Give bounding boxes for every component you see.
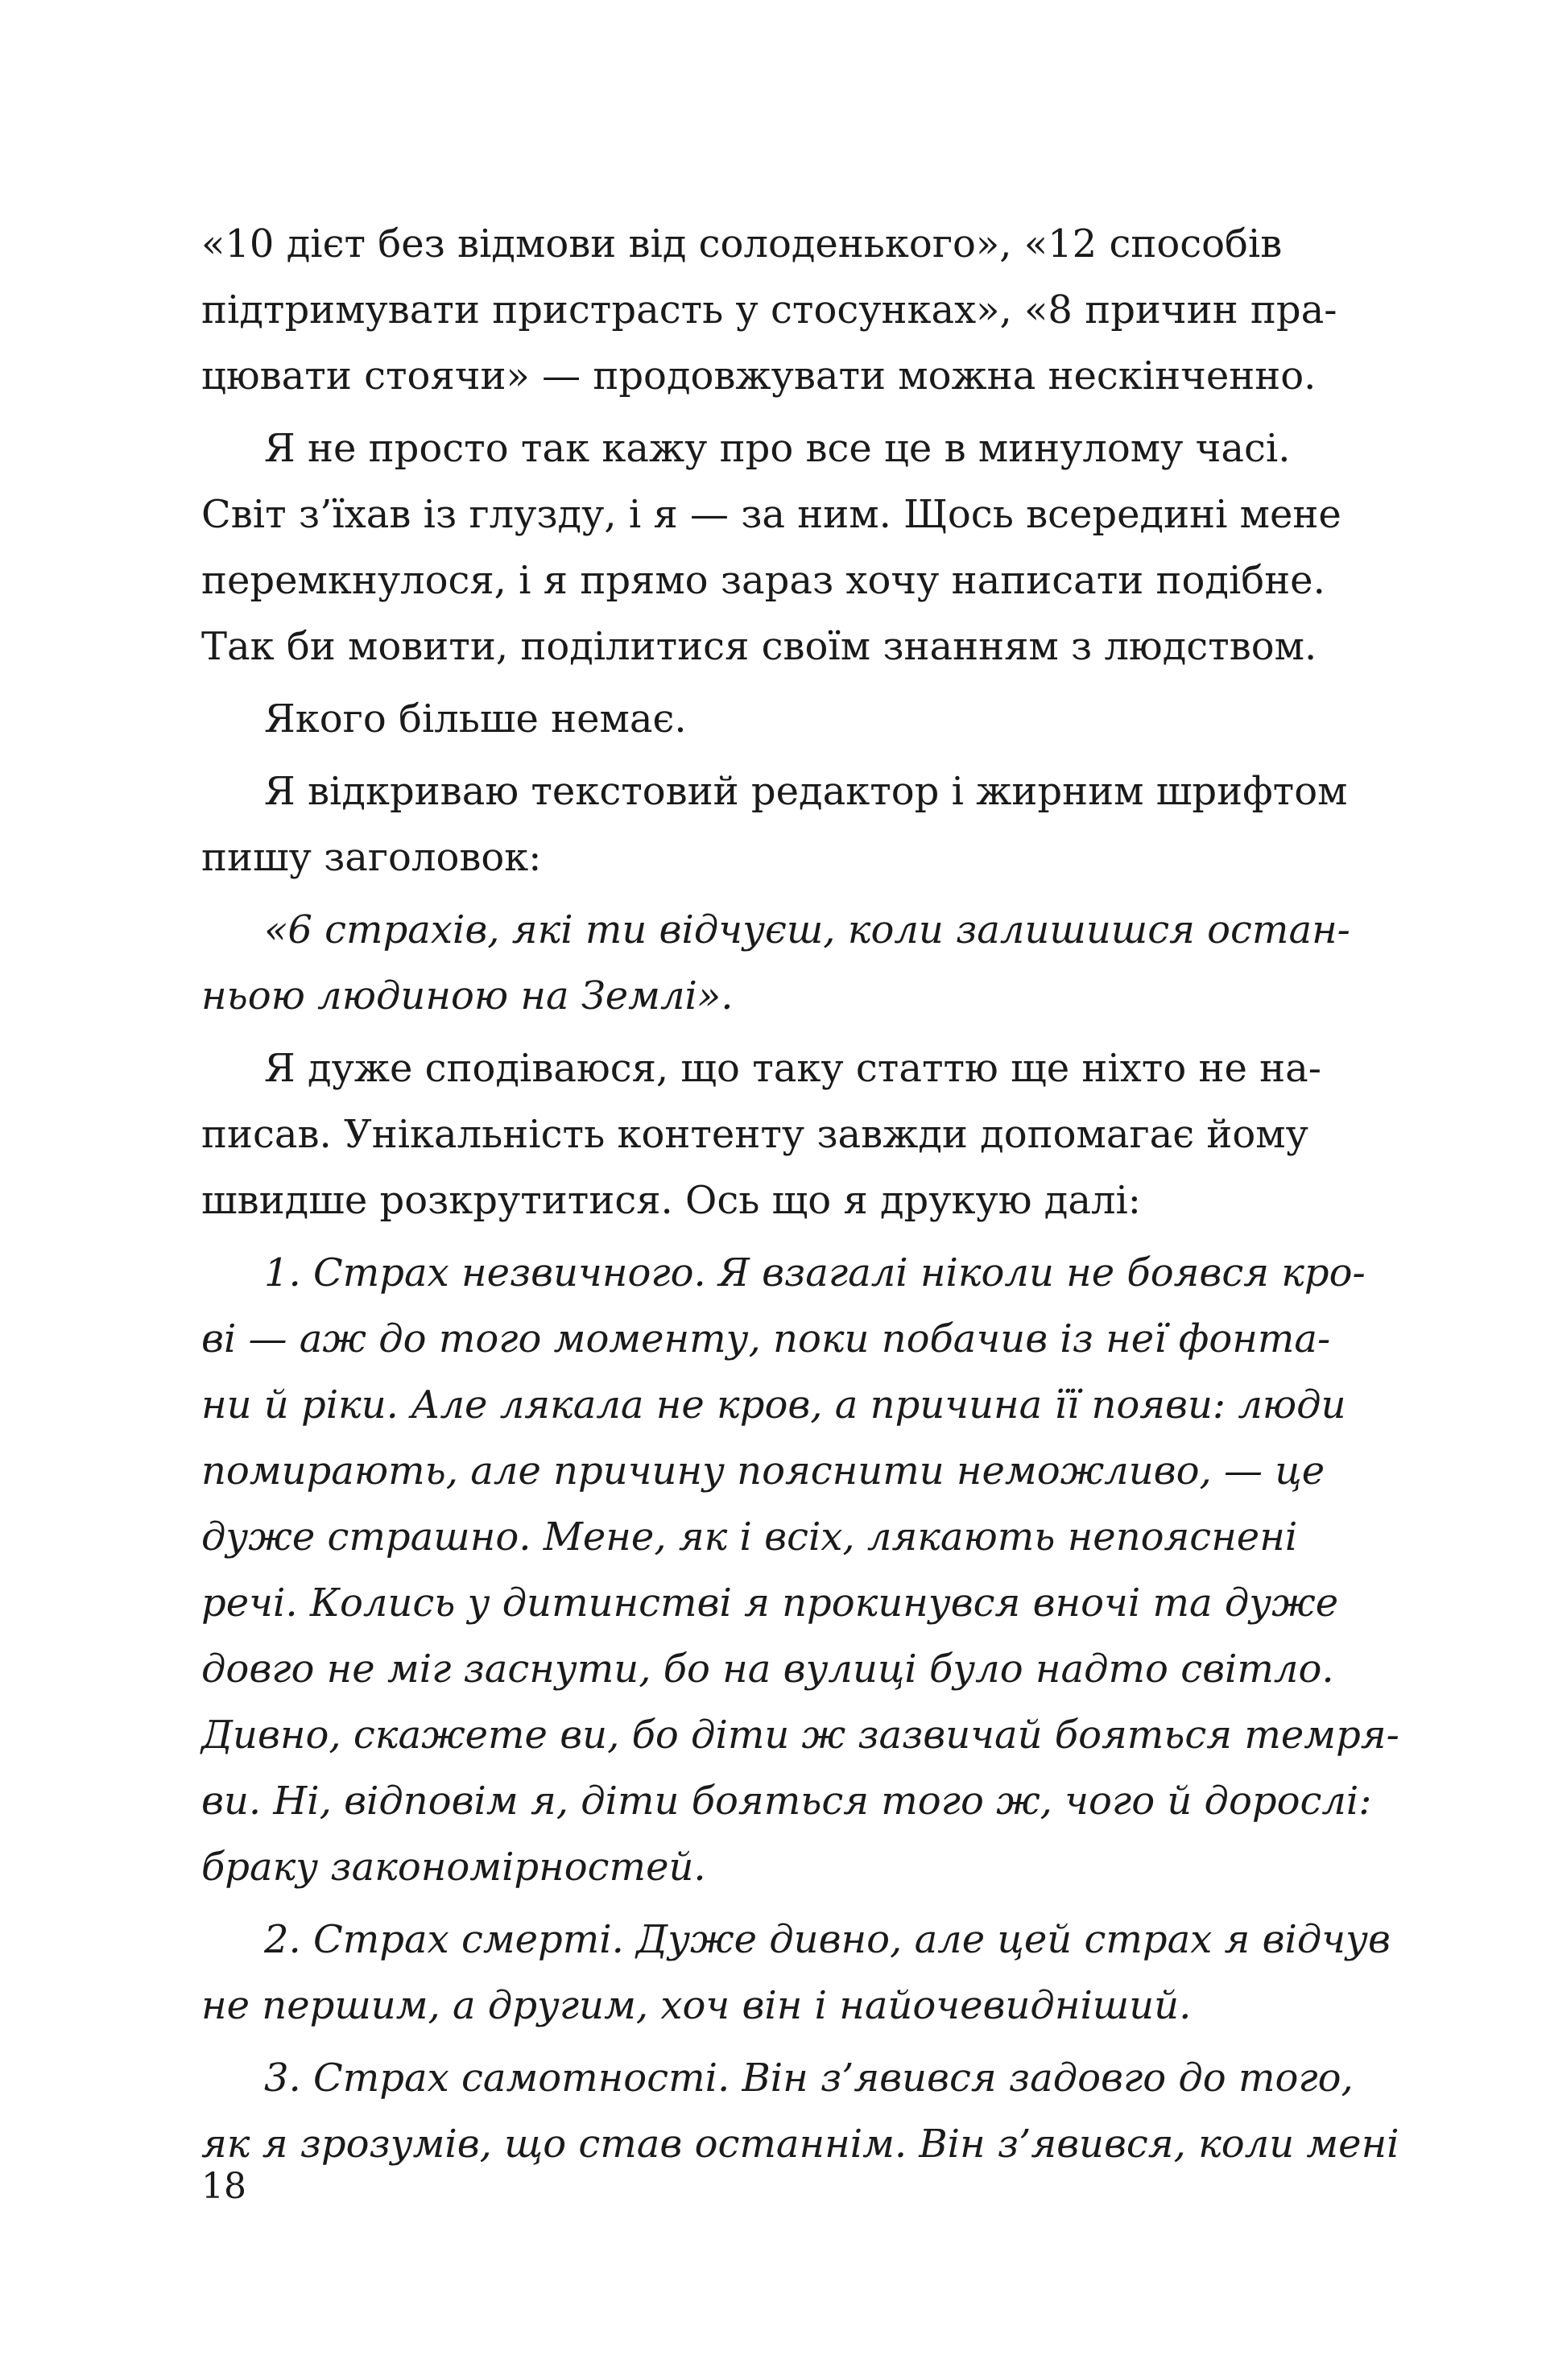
page-number: 18 [201,2166,246,2207]
text-line: 3. Страх самотності. Він з’явився задовго до того, [264,2056,1354,2101]
text-line: Світ з’їхав із глузду, і я — за ним. Щось всередині мене [201,492,1341,537]
text-line: ни й ріки. Але лякала не кров, а причина її появи: люди [201,1382,1346,1428]
paragraph [201,758,1353,890]
text-line: 2. Страх смерті. Дуже дивно, але цей страх я відчув [264,1917,1391,1962]
italic-paragraph [201,1907,1391,2039]
text-line: ви. Ні, відповім я, діти бояться того ж, чого й дорослі: [201,1779,1372,1824]
text-line: «6 страхів, які ти відчуєш, коли залишишся остан- [264,907,1350,952]
text-line: речі. Колись у дитинстві я прокинувся вночі та дуже [201,1580,1339,1626]
text-line: підтримувати пристрасть у стосунках», «8 причин пра- [201,287,1337,333]
italic-paragraph [201,1240,1399,1900]
text-line: помирають, але причину пояснити неможливо, — це [201,1448,1325,1494]
text-line: Дивно, скажете ви, бо діти ж зазвичай бояться темря- [201,1713,1399,1758]
text-line: Якого більше немає. [264,696,687,742]
text-line: 1. Страх незвичного. Я взагалі ніколи не боявся кро- [264,1250,1366,1295]
text-line: Я дуже сподіваюся, що таку статтю ще ніхто не на- [264,1046,1321,1091]
text-line: перемкнулося, і я прямо зараз хочу написати подібне. [201,558,1325,603]
paragraph [201,686,1353,752]
text-line: пишу заголовок: [201,835,542,880]
text-line: ві — аж до того моменту, поки побачив із неї фонта- [201,1316,1331,1361]
italic-paragraph [201,2045,1399,2177]
text-line: не першим, а другим, хоч він і найочевидніший. [201,1983,1192,2028]
text-line: ньою людиною на Землі». [201,973,734,1019]
text-line: довго не міг заснути, бо на вулиці було надто світло. [201,1647,1334,1692]
paragraph [201,415,1353,680]
text-line: дуже страшно. Мене, як і всіх, лякають непояснені [201,1514,1298,1560]
text-line: Я не просто так кажу про все це в минулому часі. [264,426,1291,471]
italic-paragraph [201,897,1353,1029]
text-line: цювати стоячи» — продовжувати можна нескінченно. [201,353,1317,399]
text-line: швидше розкрутитися. Ось що я друкую далі: [201,1178,1141,1223]
text-line: «10 дієт без відмови від солоденького», «12 способів [201,221,1283,267]
text-line: браку закономірностей. [201,1845,706,1890]
text-line: Я відкриваю текстовий редактор і жирним шрифтом [264,769,1348,814]
text-line: писав. Унікальність контенту завжди допомагає йому [201,1112,1308,1157]
paragraph [201,1035,1353,1233]
text-line: Так би мовити, поділитися своїм знанням з людством. [201,624,1317,669]
text-line: як я зрозумів, що став останнім. Він з’явився, коли мені [201,2122,1399,2167]
paragraph [201,211,1353,409]
book-page-text [201,211,1399,2177]
